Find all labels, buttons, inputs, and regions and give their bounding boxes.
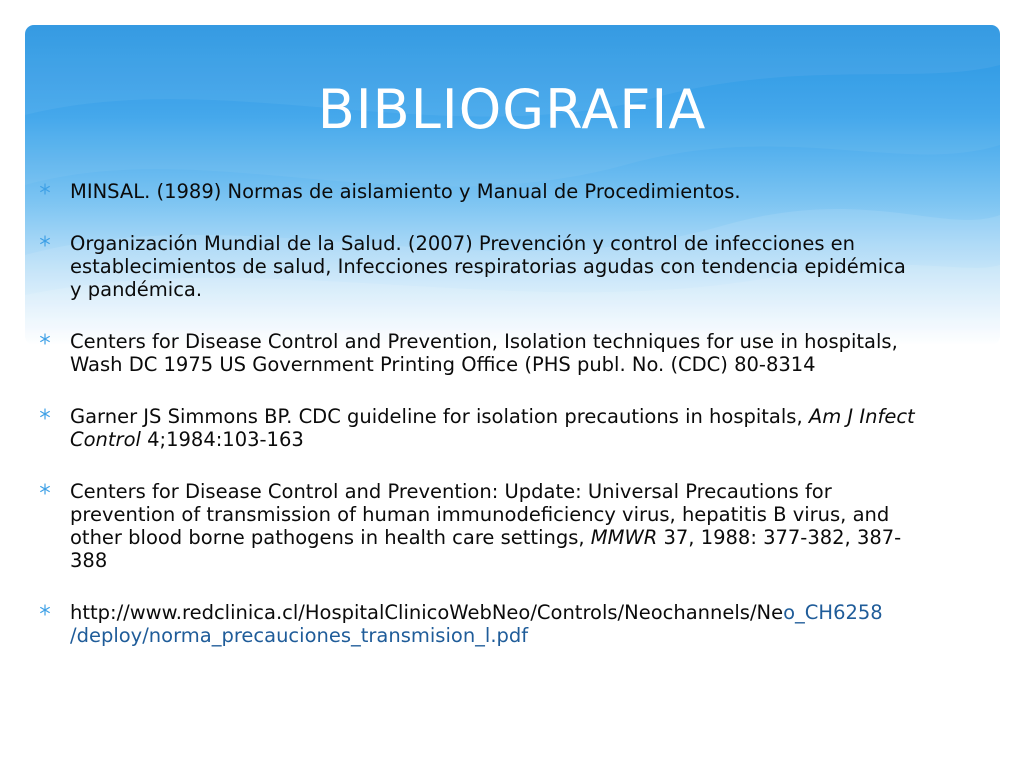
asterisk-bullet-icon bbox=[38, 603, 52, 617]
reference-url-link[interactable] bbox=[70, 601, 883, 647]
reference-item bbox=[38, 480, 918, 572]
reference-list bbox=[38, 180, 918, 676]
journal-title: MMWR bbox=[590, 526, 658, 549]
reference-url-end[interactable]: o_CH6258 /deploy/norma_precauciones_transmision_l.pdf bbox=[70, 601, 883, 647]
reference-text: Centers for Disease Control and Prevention, Isolation techniques for use in hospitals, Wash DC 1975 US Government Printing Office (PHS publ. No. (CDC) 80-8314 bbox=[70, 330, 898, 376]
reference-text: Garner JS Simmons BP. CDC guideline for isolation precautions in hospitals, bbox=[70, 405, 809, 428]
slide-title: BIBLIOGRAFIA bbox=[317, 78, 707, 141]
asterisk-bullet-icon bbox=[38, 182, 52, 196]
reference-item bbox=[38, 330, 918, 376]
reference-text: Centers for Disease Control and Prevention: Update: Universal Precautions for prevention of transmission of human immunodeficiency virus, hepatitis B virus, and other blood borne pathogens in health care settings, bbox=[70, 480, 890, 549]
asterisk-bullet-icon bbox=[38, 234, 52, 248]
reference-url-start[interactable]: http://www.redclinica.cl/HospitalClinicoWebNeo/Controls/Neochannels/Ne bbox=[70, 601, 784, 624]
asterisk-bullet-icon bbox=[38, 407, 52, 421]
reference-text: Organización Mundial de la Salud. (2007) Prevención y control de infecciones en establecimientos de salud, Infecciones respiratorias agudas con tendencia epidémica y pandémica. bbox=[70, 232, 906, 301]
reference-item bbox=[38, 232, 918, 301]
journal-title: Am J Infect Control bbox=[70, 405, 915, 451]
reference-text: MINSAL. (1989) Normas de aislamiento y Manual de Procedimientos. bbox=[70, 180, 741, 203]
reference-item bbox=[38, 405, 918, 451]
asterisk-bullet-icon bbox=[38, 332, 52, 346]
asterisk-bullet-icon bbox=[38, 482, 52, 496]
reference-citation: 37, 1988: 377-382, 387-388 bbox=[70, 526, 902, 572]
reference-citation: 4;1984:103-163 bbox=[140, 428, 304, 451]
reference-item bbox=[38, 180, 918, 203]
reference-item bbox=[38, 601, 918, 647]
